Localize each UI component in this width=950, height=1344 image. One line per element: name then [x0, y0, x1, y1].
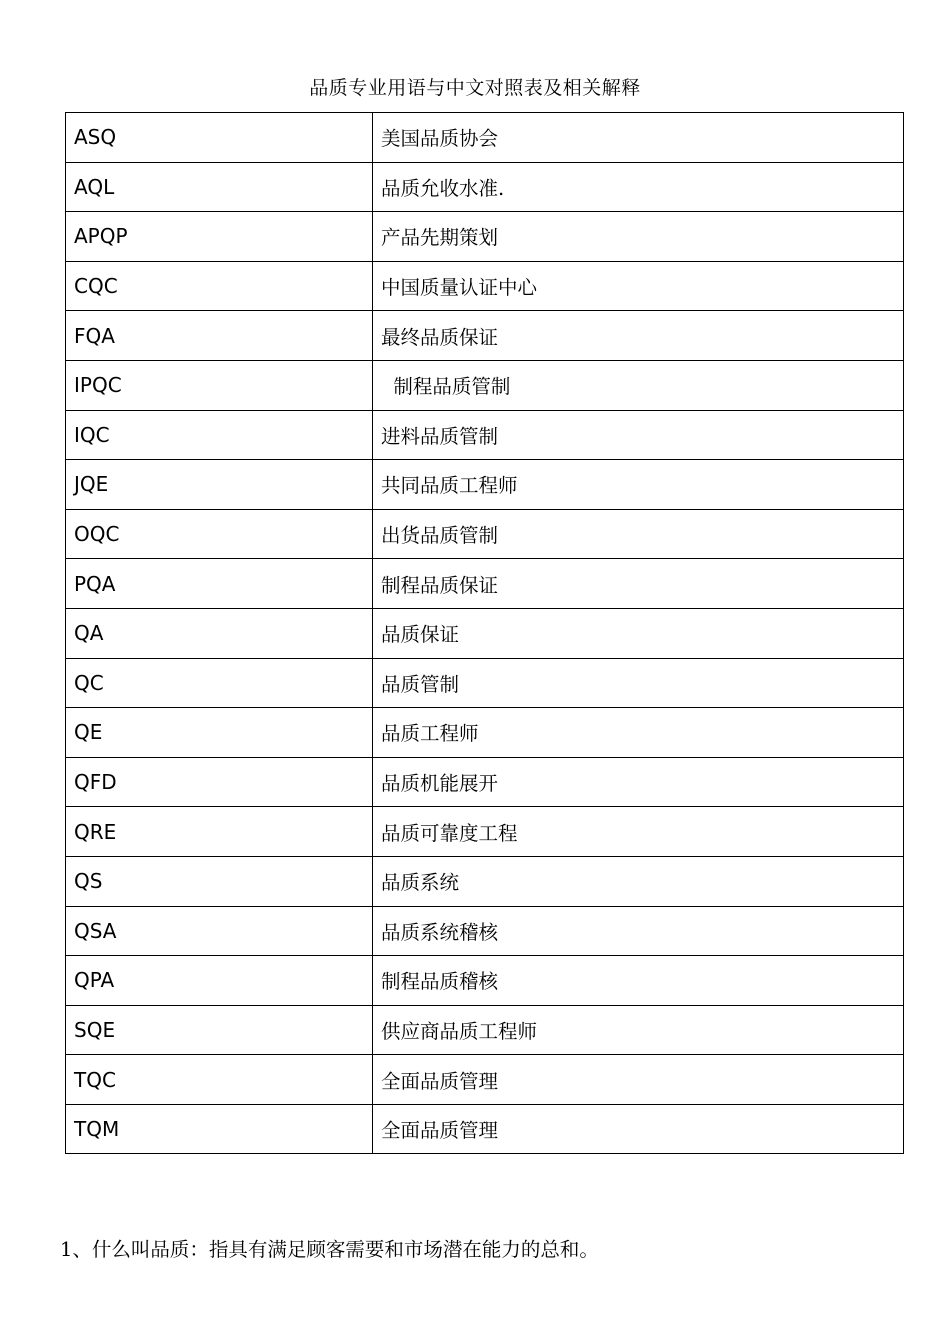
table-row: [66, 1005, 904, 1055]
definition-note: 1、什么叫品质：指具有满足顾客需要和市场潜在能力的总和。: [60, 1238, 599, 1261]
table-row: [66, 261, 904, 311]
term-cell: TQC: [66, 1055, 373, 1105]
table-row: [66, 1055, 904, 1105]
meaning-cell: 品质工程师: [373, 708, 904, 758]
document-title: 品质专业用语与中文对照表及相关解释: [309, 77, 641, 99]
meaning-cell: 美国品质协会: [373, 113, 904, 163]
meaning-cell: 品质系统: [373, 856, 904, 906]
table-row: [66, 1104, 904, 1154]
term-cell: QSA: [66, 906, 373, 956]
table-row: [66, 757, 904, 807]
meaning-cell: 品质机能展开: [373, 757, 904, 807]
meaning-cell: 制程品质管制: [373, 360, 904, 410]
meaning-cell: 制程品质保证: [373, 559, 904, 609]
term-cell: QC: [66, 658, 373, 708]
glossary-table-body: [66, 113, 904, 1154]
term-cell: QFD: [66, 757, 373, 807]
meaning-cell: 最终品质保证: [373, 311, 904, 361]
table-row: [66, 807, 904, 857]
glossary-table: [65, 112, 904, 1154]
meaning-cell: 产品先期策划: [373, 212, 904, 262]
meaning-cell: 品质允收水准.: [373, 162, 904, 212]
table-row: [66, 856, 904, 906]
table-row: [66, 410, 904, 460]
meaning-cell: 供应商品质工程师: [373, 1005, 904, 1055]
table-row: [66, 906, 904, 956]
term-cell: AQL: [66, 162, 373, 212]
term-cell: CQC: [66, 261, 373, 311]
term-cell: TQM: [66, 1104, 373, 1154]
table-row: [66, 212, 904, 262]
term-cell: IQC: [66, 410, 373, 460]
meaning-cell: 品质管制: [373, 658, 904, 708]
meaning-cell: 共同品质工程师: [373, 460, 904, 510]
term-cell: PQA: [66, 559, 373, 609]
term-cell: QRE: [66, 807, 373, 857]
table-row: [66, 559, 904, 609]
table-row: [66, 311, 904, 361]
term-cell: ASQ: [66, 113, 373, 163]
table-row: [66, 460, 904, 510]
term-cell: QA: [66, 608, 373, 658]
meaning-cell: 出货品质管制: [373, 509, 904, 559]
meaning-cell: 全面品质管理: [373, 1104, 904, 1154]
term-cell: QS: [66, 856, 373, 906]
table-row: [66, 956, 904, 1006]
term-cell: QPA: [66, 956, 373, 1006]
term-cell: APQP: [66, 212, 373, 262]
term-cell: QE: [66, 708, 373, 758]
term-cell: SQE: [66, 1005, 373, 1055]
table-row: [66, 658, 904, 708]
meaning-cell: 中国质量认证中心: [373, 261, 904, 311]
meaning-cell: 品质系统稽核: [373, 906, 904, 956]
meaning-cell: 全面品质管理: [373, 1055, 904, 1105]
table-row: [66, 360, 904, 410]
meaning-cell: 制程品质稽核: [373, 956, 904, 1006]
meaning-cell: 进料品质管制: [373, 410, 904, 460]
meaning-cell: 品质保证: [373, 608, 904, 658]
table-row: [66, 608, 904, 658]
term-cell: FQA: [66, 311, 373, 361]
term-cell: OQC: [66, 509, 373, 559]
term-cell: JQE: [66, 460, 373, 510]
term-cell: IPQC: [66, 360, 373, 410]
table-row: [66, 162, 904, 212]
table-row: [66, 509, 904, 559]
table-row: [66, 113, 904, 163]
table-row: [66, 708, 904, 758]
meaning-cell: 品质可靠度工程: [373, 807, 904, 857]
